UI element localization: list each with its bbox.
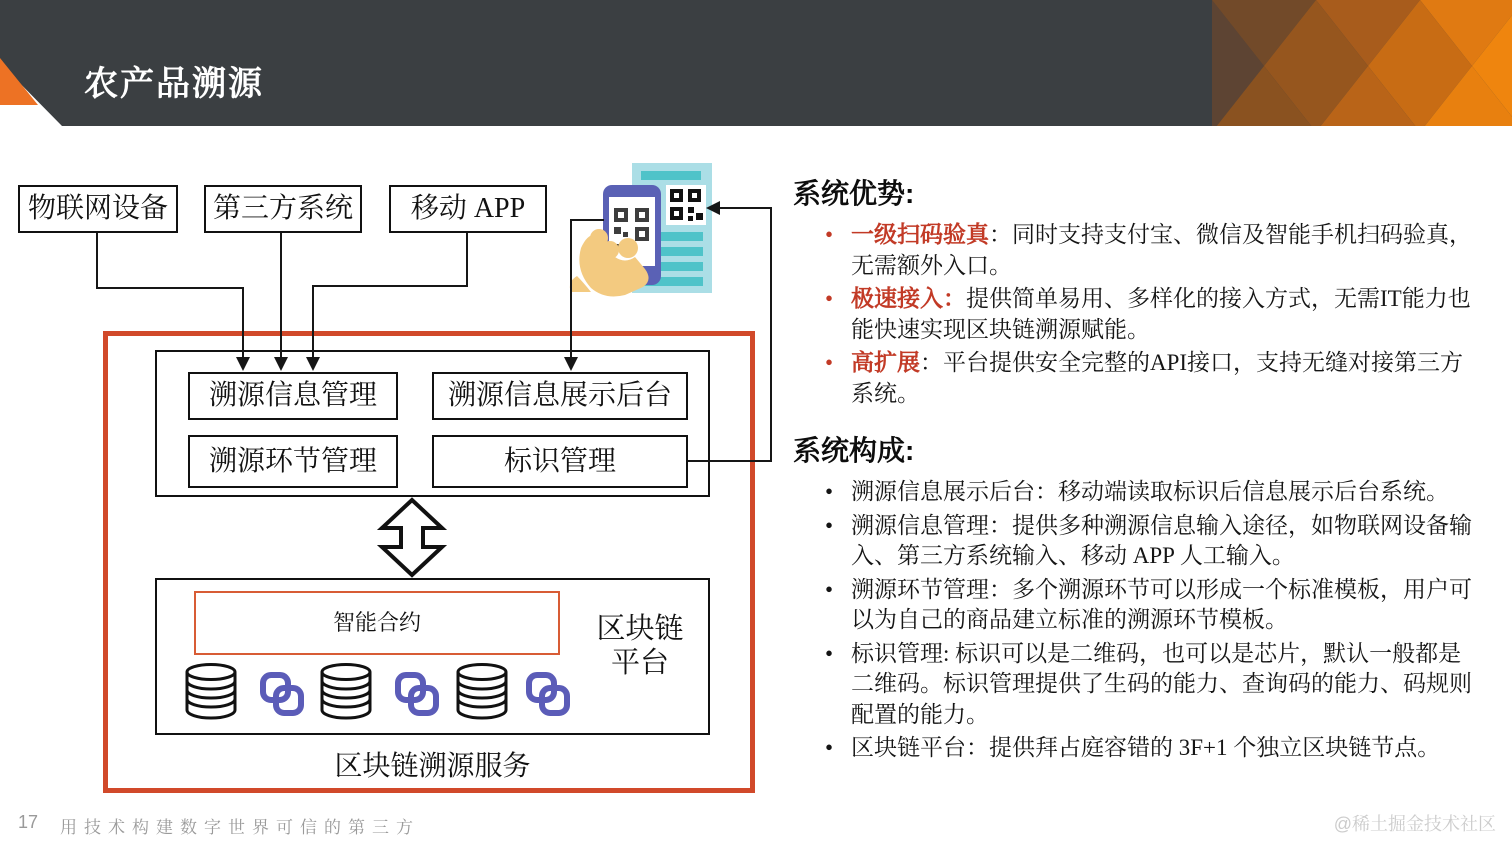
chain-link-icon bbox=[394, 671, 440, 717]
database-icon bbox=[184, 663, 238, 721]
advantages-heading: 系统优势: bbox=[793, 178, 915, 209]
source-box-iot-label: 物联网设备 bbox=[27, 193, 168, 224]
database-icon bbox=[455, 663, 509, 721]
module-trace-step-mgmt-label: 溯源环节管理 bbox=[208, 446, 377, 477]
advantage-item: • 高扩展：平台提供安全完整的API接口，支持无缝对接第三方系统。 bbox=[851, 348, 1483, 409]
text-column bbox=[793, 172, 1483, 767]
module-trace-step-mgmt bbox=[188, 435, 398, 488]
advantage-item: • 一级扫码验真：同时支持支付宝、微信及智能手机扫码验真，无需额外入口。 bbox=[851, 220, 1483, 281]
source-box-mobile-app-label: 移动 APP bbox=[410, 193, 526, 224]
composition-heading: 系统构成: bbox=[793, 435, 915, 466]
composition-item: • 溯源环节管理：多个溯源环节可以形成一个标准模板，用户可以为自己的商品建立标准的溯源环节模板。 bbox=[851, 575, 1483, 636]
source-box-mobile-app bbox=[389, 185, 547, 233]
header-diamond-pattern bbox=[1212, 0, 1512, 126]
smart-contract-box bbox=[194, 591, 560, 655]
footer bbox=[0, 806, 1512, 851]
source-box-third-party-label: 第三方系统 bbox=[212, 193, 353, 224]
database-icon bbox=[319, 663, 373, 721]
source-box-third-party bbox=[204, 185, 362, 233]
watermark: @稀土掘金技术社区 bbox=[1333, 814, 1496, 834]
composition-list bbox=[793, 477, 1483, 764]
module-tag-mgmt-label: 标识管理 bbox=[503, 446, 616, 477]
module-trace-info-display bbox=[432, 372, 688, 420]
qr-code-icon bbox=[666, 185, 706, 225]
blockchain-platform-label: 区块链 平台 bbox=[596, 613, 684, 679]
chain-link-icon bbox=[525, 671, 571, 717]
module-trace-info-display-label: 溯源信息展示后台 bbox=[447, 380, 672, 411]
module-tag-mgmt bbox=[432, 435, 688, 488]
source-box-iot bbox=[18, 185, 178, 233]
composition-item: • 区块链平台：提供拜占庭容错的 3F+1 个独立区块链节点。 bbox=[851, 733, 1483, 764]
footer-slogan: 用技术构建数字世界可信的第三方 bbox=[60, 818, 420, 837]
page-title: 农产品溯源 bbox=[84, 65, 264, 103]
module-trace-info-mgmt bbox=[188, 372, 398, 420]
phone-scan-illustration bbox=[565, 158, 715, 298]
chain-link-icon bbox=[259, 671, 305, 717]
module-trace-info-mgmt-label: 溯源信息管理 bbox=[208, 380, 377, 411]
composition-item: • 溯源信息展示后台：移动端读取标识后信息展示后台系统。 bbox=[851, 477, 1483, 508]
advantages-list bbox=[793, 220, 1483, 409]
page-number: 17 bbox=[18, 812, 39, 832]
smart-contract-label: 智能合约 bbox=[332, 610, 421, 635]
composition-item: • 溯源信息管理：提供多种溯源信息输入途径，如物联网设备输入、第三方系统输入、移动 APP 人工输入。 bbox=[851, 511, 1483, 572]
advantage-item: • 极速接入：提供简单易用、多样化的接入方式，无需IT能力也能快速实现区块链溯源赋能。 bbox=[851, 284, 1483, 345]
composition-item: • 标识管理: 标识可以是二维码，也可以是芯片，默认一般都是二维码。标识管理提供了生码的能力、查询码的能力、码规则配置的能力。 bbox=[851, 639, 1483, 731]
blockchain-service-label: 区块链溯源服务 bbox=[334, 751, 531, 782]
